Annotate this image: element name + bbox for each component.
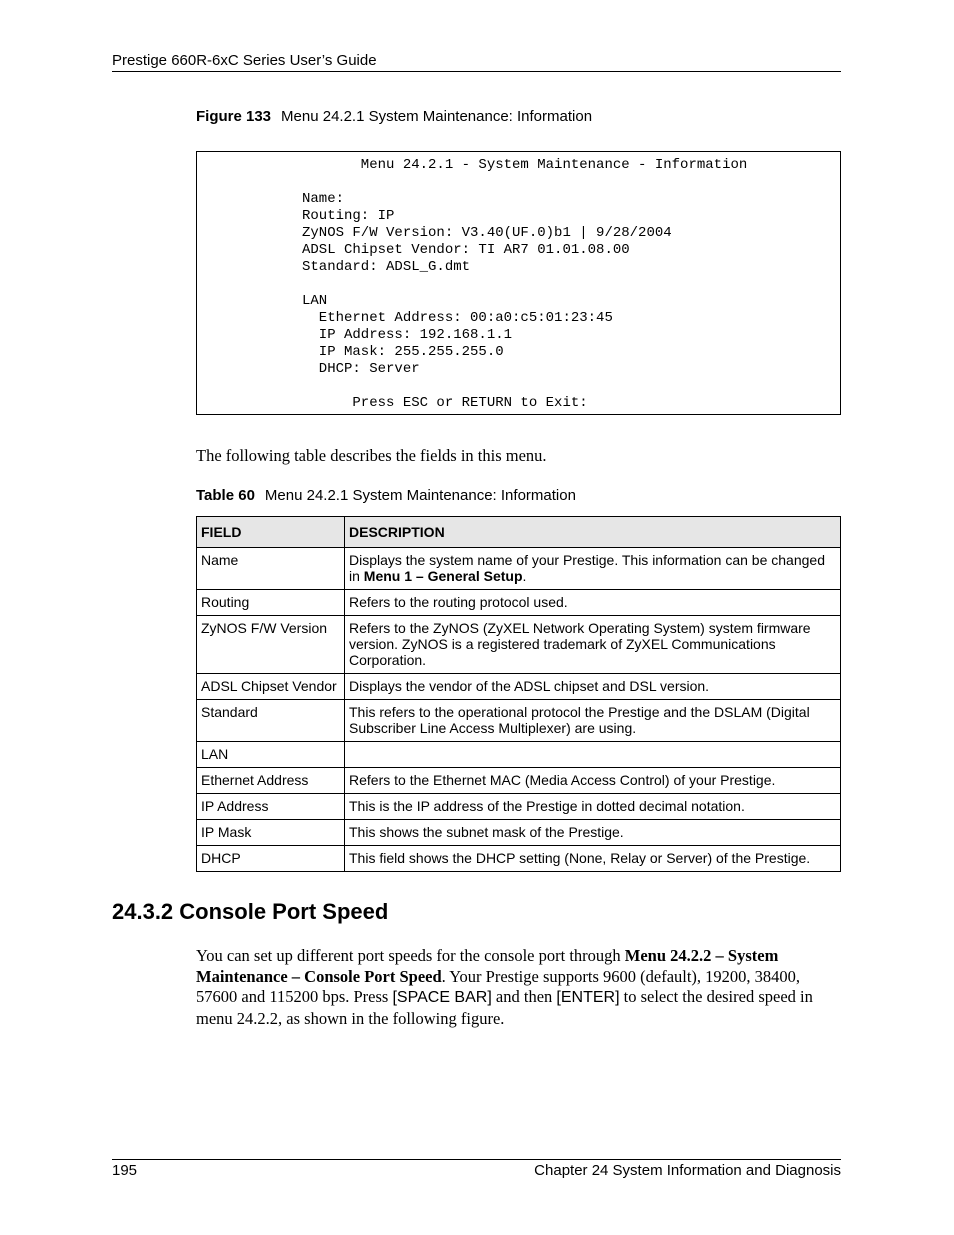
description-text: Displays the system name of your Prestige. This information can be changed in (349, 552, 825, 584)
header-rule (112, 71, 841, 72)
terminal-screen (196, 151, 841, 415)
table-row (197, 742, 841, 768)
description-cell: Displays the vendor of the ADSL chipset and DSL version. (345, 674, 841, 700)
menu-reference: Menu 1 – General Setup (363, 568, 523, 584)
key-enter: [ENTER] (556, 989, 620, 1007)
key-space-bar: [SPACE BAR] (392, 989, 492, 1007)
table-number: Table 60 (196, 487, 255, 504)
figure-title: Menu 24.2.1 System Maintenance: Information (281, 108, 593, 125)
header-field: FIELD (197, 517, 345, 548)
description-cell: This field shows the DHCP setting (None, Relay or Server) of the Prestige. (345, 846, 841, 872)
table-title: Menu 24.2.1 System Maintenance: Information (264, 487, 576, 504)
paragraph-text: to select the desired speed in menu 24.2.2, as shown in the following figure. (196, 987, 813, 1029)
table-row (197, 548, 841, 590)
table-row (197, 674, 841, 700)
running-header: Prestige 660R-6xC Series User’s Guide (112, 52, 377, 69)
table-row (197, 794, 841, 820)
field-cell: IP Address (197, 794, 345, 820)
field-cell: ADSL Chipset Vendor (197, 674, 345, 700)
field-cell: Routing (197, 590, 345, 616)
table-row (197, 768, 841, 794)
paragraph-text: You can set up different port speeds for the console port through (196, 946, 625, 965)
field-cell: ZyNOS F/W Version (197, 616, 345, 674)
field-cell: Ethernet Address (197, 768, 345, 794)
table-row (197, 700, 841, 742)
description-cell: Refers to the Ethernet MAC (Media Access Control) of your Prestige. (345, 768, 841, 794)
description-cell: This shows the subnet mask of the Prestige. (345, 820, 841, 846)
field-cell: Standard (197, 700, 345, 742)
description-cell (345, 742, 841, 768)
paragraph-text: . Your Prestige supports 9600 (default), 19200, 38400, 57600 and 115200 bps. Press (196, 966, 801, 1007)
table-row (197, 590, 841, 616)
table-row (197, 616, 841, 674)
paragraph-text: and then (491, 987, 557, 1007)
section-heading: 24.3.2 Console Port Speed (112, 899, 389, 924)
footer-rule (112, 1159, 841, 1160)
section-paragraph (196, 946, 844, 1030)
description-cell (345, 548, 841, 590)
terminal-text: Menu 24.2.1 - System Maintenance - Information Name: Routing: IP ZyNOS F/W Version: V3.40(UF.0)b1 | 9/28/2004 ADSL Chipset Vendor: TI AR7 01.01.08.00 Standard: ADSL_G.dmt LAN Ethernet Address: 00:a0:c5:01:23:45 IP Address: 192.168.1.1 IP Mask: 255.255.255.0 DHCP: Server Press ESC or RETURN to Exit: (302, 157, 748, 411)
field-cell: LAN (197, 742, 345, 768)
fields-table (196, 516, 841, 872)
table-row (197, 820, 841, 846)
intro-text: The following table describes the fields in this menu. (196, 446, 547, 465)
table-row (197, 846, 841, 872)
footer-chapter: Chapter 24 System Information and Diagnosis (534, 1162, 841, 1179)
field-cell: DHCP (197, 846, 345, 872)
page-number: 195 (112, 1162, 138, 1179)
table-caption (196, 487, 576, 504)
header-description: DESCRIPTION (345, 517, 841, 548)
field-cell: IP Mask (197, 820, 345, 846)
description-tail: . (522, 568, 527, 584)
description-cell: Refers to the ZyNOS (ZyXEL Network Operating System) system firmware version. ZyNOS is a registered trademark of ZyXEL Communications Corporation. (345, 616, 841, 674)
description-cell: Refers to the routing protocol used. (345, 590, 841, 616)
description-cell: This is the IP address of the Prestige in dotted decimal notation. (345, 794, 841, 820)
description-cell: This refers to the operational protocol the Prestige and the DSLAM (Digital Subscriber Line Access Multiplexer) are using. (345, 700, 841, 742)
field-cell: Name (197, 548, 345, 590)
figure-caption (196, 108, 592, 125)
menu-reference: Menu 24.2.2 – System Maintenance – Console Port Speed (196, 946, 779, 986)
table-header-row (197, 517, 841, 548)
figure-number: Figure 133 (196, 108, 272, 125)
